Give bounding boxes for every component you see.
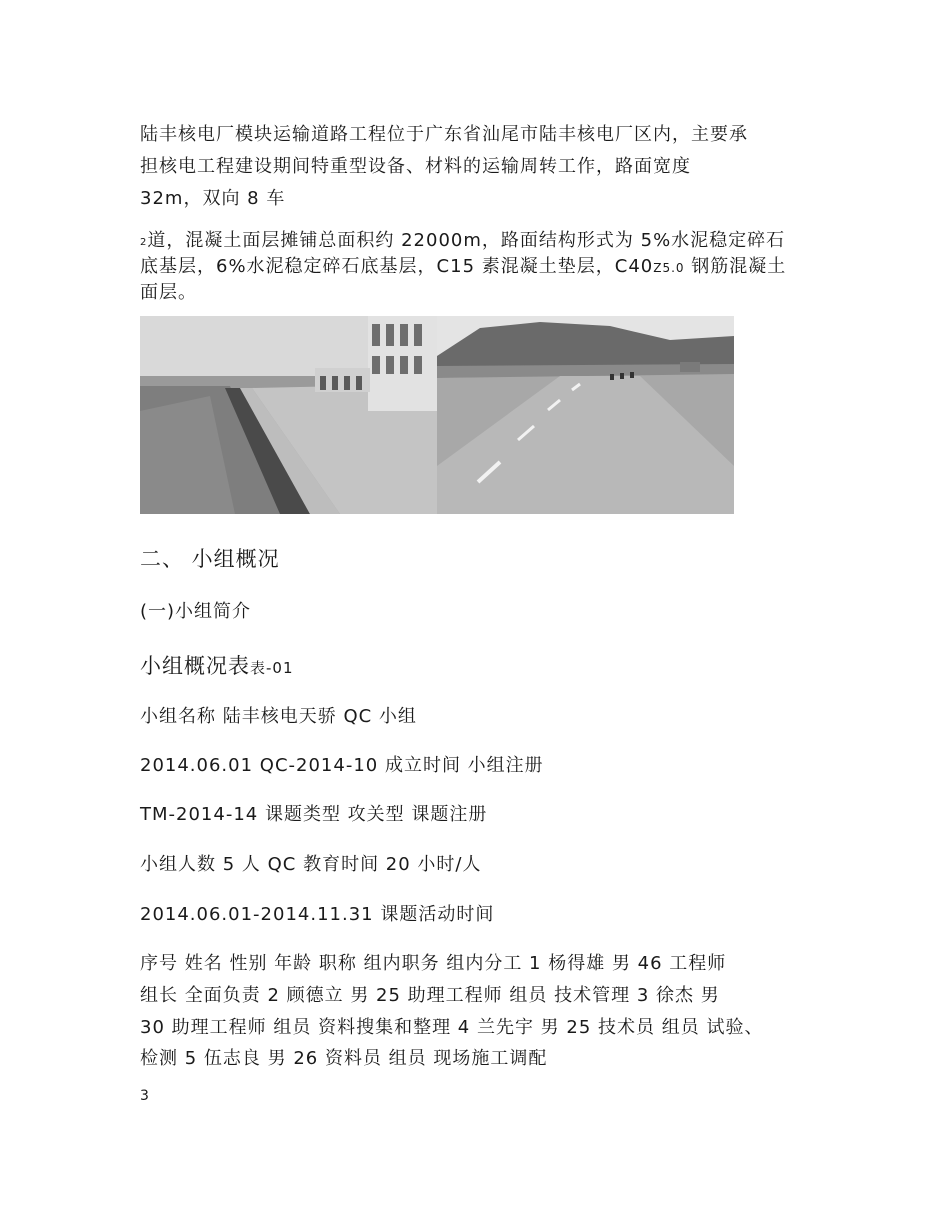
info-row: TM-2014-14 课题类型 攻关型 课题注册 [140,804,488,825]
intro-line-6: 面层。 [140,282,197,303]
info-row: 2014.06.01 QC-2014-10 成立时间 小组注册 [140,755,544,776]
members-line: 组长 全面负责 2 顾德立 男 25 助理工程师 组员 技术管理 3 徐杰 男 [140,985,720,1006]
members-line: 序号 姓名 性别 年龄 职称 组内职务 组内分工 1 杨得雄 男 46 工程师 [140,953,727,974]
table-code: 表-01 [250,659,294,677]
page-number: 3 [140,1088,149,1104]
table-title [140,650,294,680]
intro-line-3: 32m，双向 8 车 [140,188,286,209]
info-row: 2014.06.01-2014.11.31 课题活动时间 [140,904,495,925]
info-row: 小组人数 5 人 QC 教育时间 20 小时/人 [140,854,482,875]
intro-line-4-text: 道，混凝土面层摊铺总面积约 22000m，路面结构形式为 5%水泥稳定碎石 [147,230,786,251]
intro-line-4 [140,226,785,252]
strength-subscript: Z5.0 [653,261,685,275]
superscript-2: 2 [140,237,148,248]
intro-line-5-text: 底基层，6%水泥稳定碎石底基层，C15 素混凝土垫层，C40 [140,256,654,277]
members-line: 检测 5 伍志良 男 26 资料员 组员 现场施工调配 [140,1048,548,1069]
section-heading: 二、 小组概况 [140,547,280,571]
intro-line-5 [140,252,786,278]
members-line: 30 助理工程师 组员 资料搜集和整理 4 兰先宇 男 25 技术员 组员 试验、 [140,1017,764,1038]
intro-line-5-tail: 钢筋混凝土 [684,256,787,277]
section-subheading: (一)小组简介 [140,601,252,622]
info-row: 小组名称 陆丰核电天骄 QC 小组 [140,706,417,727]
intro-line-1: 陆丰核电厂模块运输道路工程位于广东省汕尾市陆丰核电厂区内，主要承 [140,124,748,145]
intro-line-2: 担核电工程建设期间特重型设备、材料的运输周转工作，路面宽度 [140,156,691,177]
table-title-text: 小组概况表 [140,654,250,678]
road-photo [140,316,734,514]
